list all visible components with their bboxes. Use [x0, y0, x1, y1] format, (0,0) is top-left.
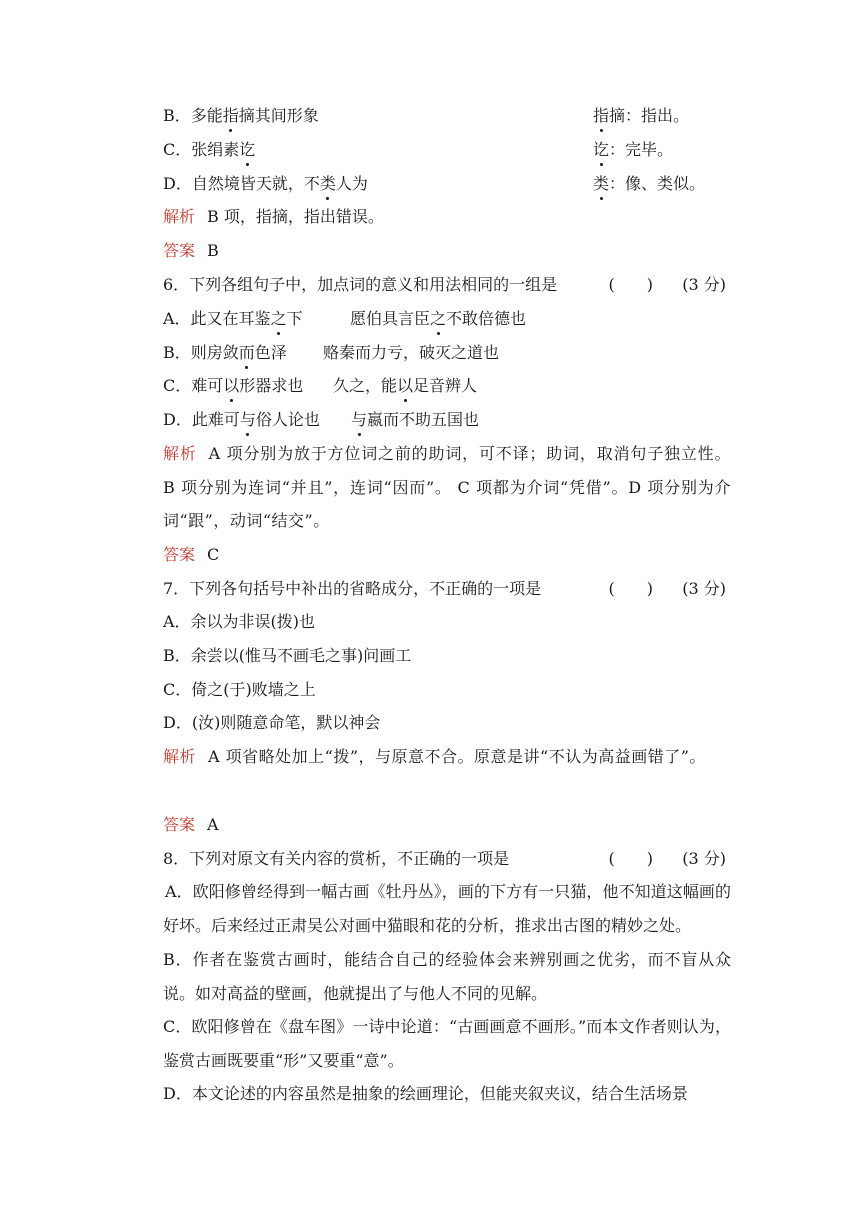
q6-stem: 6．下列各组句子中，加点词的意义和用法相同的一组是 ( ) (3 分) [163, 268, 733, 302]
answer-blank: ( ) [608, 579, 653, 598]
q6-option-c: C．难可以形器求也 久之，能以足音辨人 [163, 369, 733, 403]
q6-option-a: A．此又在耳鉴之下 愿伯具言臣之不敢倍德也 [163, 302, 733, 336]
analysis-label: 解析 [163, 207, 196, 226]
emphasis-dot-char: 类 [320, 167, 336, 201]
analysis-label: 解析 [163, 747, 197, 766]
emphasis-dot-char: 讫 [239, 133, 255, 167]
answer-label: 答案 [163, 241, 196, 260]
q5-option-d-gloss: 类：像、类似。 [593, 167, 705, 201]
analysis-label: 解析 [163, 444, 197, 463]
answer-blank: ( ) [608, 849, 653, 868]
emphasis-dot-char: 而 [239, 336, 255, 370]
emphasis-dot-char: 以 [397, 369, 413, 403]
q7-analysis: 解析 A 项省略处加上“拨”，与原意不合。原意是讲“不认为高益画错了”。 [163, 747, 706, 766]
q7-option-c: C．倚之(于)败墙之上 [163, 680, 316, 699]
emphasis-dot-char: 之 [271, 302, 287, 336]
answer-blank: ( ) [608, 275, 653, 294]
score-label: (3 分) [682, 579, 726, 598]
emphasis-dot-char: 以 [223, 369, 239, 403]
q7-option-a: A．余以为非误(拨)也 [163, 612, 316, 631]
q6-answer: 答案 C [163, 545, 220, 564]
q8-stem: 8．下列对原文有关内容的赏析，不正确的一项是 ( ) (3 分) [163, 842, 733, 876]
emphasis-dot-char: 与 [351, 403, 367, 437]
q8-option-b: B．作者在鉴赏古画时，能结合自己的经验体会来辨别画之优劣，而不盲从众说。如对高益的壁画，他就提出了与他人不同的见解。 [163, 950, 731, 1003]
q6-analysis: 解析 A 项分别为放于方位词之前的助词，可不译；助词，取消句子独立性。B 项分别为连词“并且”，连词“因而”。 C 项都为介词“凭借”。D 项分别为介词“跟”，动词“结交”。 [163, 444, 731, 530]
q7-answer: 答案 A [163, 815, 219, 834]
q5-analysis: 解析 B 项，指摘，指出错误。 [163, 207, 384, 226]
q5-option-c-gloss: 讫：完毕。 [593, 133, 673, 167]
q7-stem: 7．下列各句括号中补出的省略成分，不正确的一项是 ( ) (3 分) [163, 572, 733, 606]
q5-answer: 答案 B [163, 241, 219, 260]
q7-option-d: D．(汝)则随意命笔，默以神会 [163, 713, 381, 732]
q8-option-d: D．本文论述的内容虽然是抽象的绘画理论，但能夹叙夹议，结合生活场景 [163, 1084, 688, 1103]
score-label: (3 分) [682, 849, 726, 868]
q5-option-d: D．自然境皆天就，不类人为 类：像、类似。 [163, 167, 733, 201]
q8-option-a: A．欧阳修曾经得到一幅古画《牡丹丛》，画的下方有一只猫，他不知道这幅画的好坏。后来经过正肃吴公对画中猫眼和花的分析，推求出古图的精妙之处。 [163, 882, 731, 935]
q6-option-b: B．则房敛而色泽 赂秦而力亏，破灭之道也 [163, 336, 733, 370]
q6-option-d: D．此难可与俗人论也 与嬴而不助五国也 [163, 403, 733, 437]
emphasis-dot-char: 之 [430, 302, 446, 336]
q5-option-b-gloss: 指摘：指出。 [593, 99, 689, 133]
q5-option-c: C．张绢素讫 讫：完毕。 [163, 133, 733, 167]
score-label: (3 分) [682, 275, 726, 294]
q8-option-c: C．欧阳修曾在《盘车图》一诗中论道：“古画画意不画形。”而本文作者则认为，鉴赏古画既要重“形”又要重“意”。 [163, 1017, 731, 1070]
answer-label: 答案 [163, 545, 196, 564]
q7-option-b: B．余尝以(惟马不画毛之事)问画工 [163, 646, 412, 665]
q5-option-b: B．多能指摘其间形象 指摘：指出。 [163, 99, 733, 133]
emphasis-dot-char: 指 [223, 99, 239, 133]
answer-label: 答案 [163, 815, 196, 834]
emphasis-dot-char: 与 [240, 403, 256, 437]
